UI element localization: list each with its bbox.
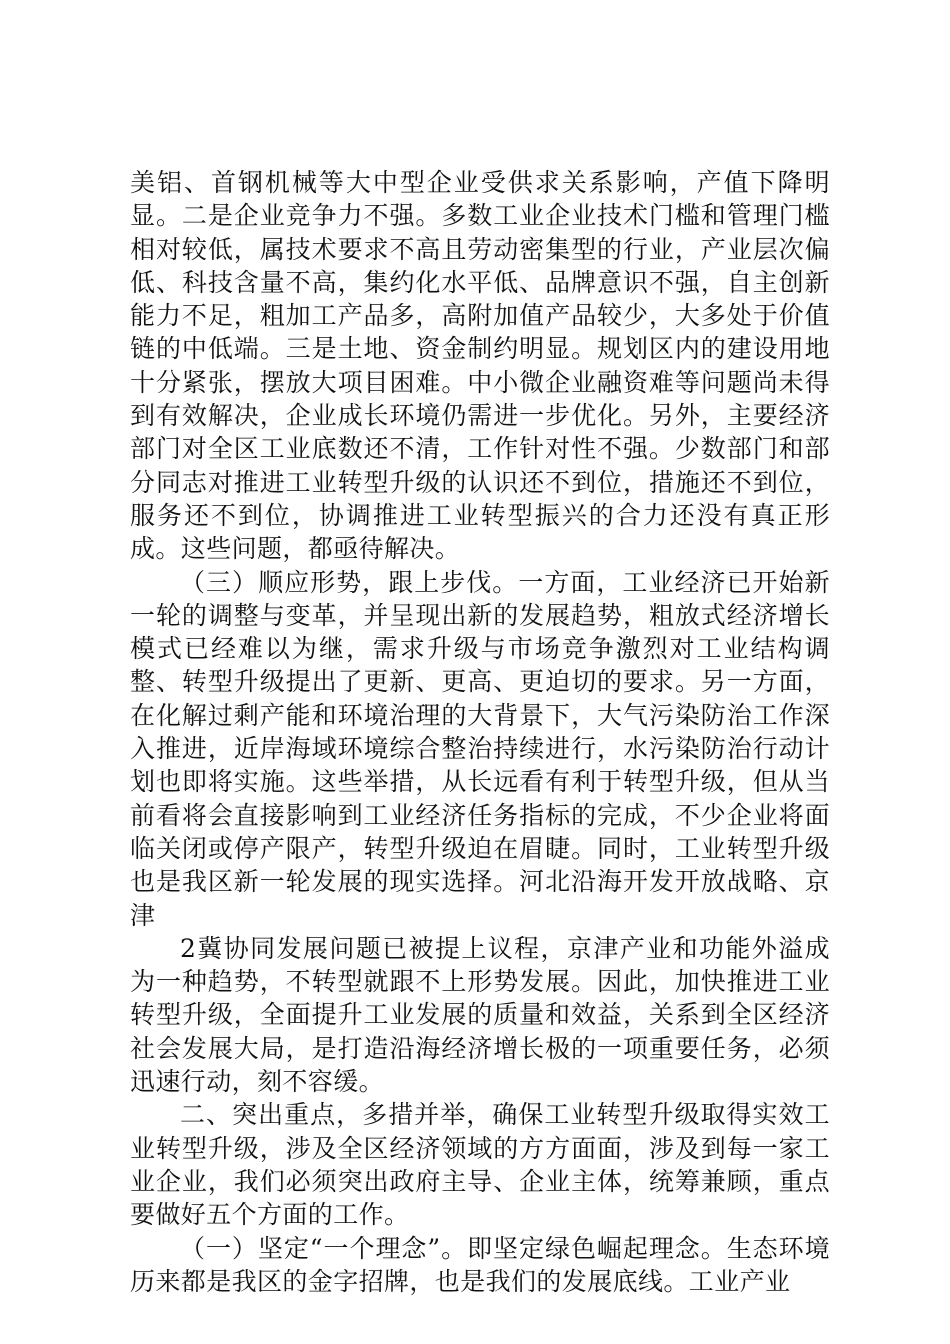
paragraph-continuation: 美铝、首钢机械等大中型企业受供求关系影响，产值下降明显。二是企业竞争力不强。多数工业企业技术门槛和管理门槛相对较低，属技术要求不高且劳动密集型的行业，产业层次偏低、科技含量不高，集约化水平低、品牌意识不强，自主创新能力不足，粗加工产品多，高附加值产品较少，大多处于价值链的中低端。三是土地、资金制约明显。规划区内的建设用地十分紧张，摆放大项目困难。中小微企业融资难等问题尚未得到有效解决，企业成长环境仍需进一步优化。另外，主要经济部门对全区工业底数还不清，工作针对性不强。少数部门和部分同志对推进工业转型升级的认识还不到位，措施还不到位，服务还不到位，协调推进工业转型振兴的合力还没有真正形成。这些问题，都亟待解决。	[130, 168, 830, 564]
paragraph-section-two-heading: 二、突出重点，多措并举，确保工业转型升级取得实效工业转型升级，涉及全区经济领域的方方面面，涉及到每一家工业企业，我们必须突出政府主导、企业主体，统筹兼顾，重点要做好五个方面的工作。	[130, 1100, 830, 1230]
document-body	[130, 166, 830, 1298]
paragraph-subsection-one: （一）坚定“一个理念”。即坚定绿色崛起理念。生态环境历来都是我区的金字招牌，也是我们的发展底线。工业产业	[130, 1233, 830, 1296]
paragraph-page-break-continuation: 2冀协同发展问题已被提上议程，京津产业和功能外溢成为一种趋势，不转型就跟不上形势发展。因此，加快推进工业转型升级，全面提升工业发展的质量和效益，关系到全区经济社会发展大局，是打造沿海经济增长极的一项重要任务，必须迅速行动，刻不容缓。	[130, 933, 830, 1097]
paragraph-section-three: （三）顺应形势，跟上步伐。一方面，工业经济已开始新一轮的调整与变革，并呈现出新的发展趋势，粗放式经济增长模式已经难以为继，需求升级与市场竞争激烈对工业结构调整、转型升级提出了更新、更高、更迫切的要求。另一方面，在化解过剩产能和环境治理的大背景下，大气污染防治工作深入推进，近岸海域环境综合整治持续进行，水污染防治行动计划也即将实施。这些举措，从长远看有利于转型升级，但从当前看将会直接影响到工业经济任务指标的完成，不少企业将面临关闭或停产限产，转型升级迫在眉睫。同时，工业转型升级也是我区新一轮发展的现实选择。河北沿海开发开放战略、京津	[130, 567, 830, 930]
